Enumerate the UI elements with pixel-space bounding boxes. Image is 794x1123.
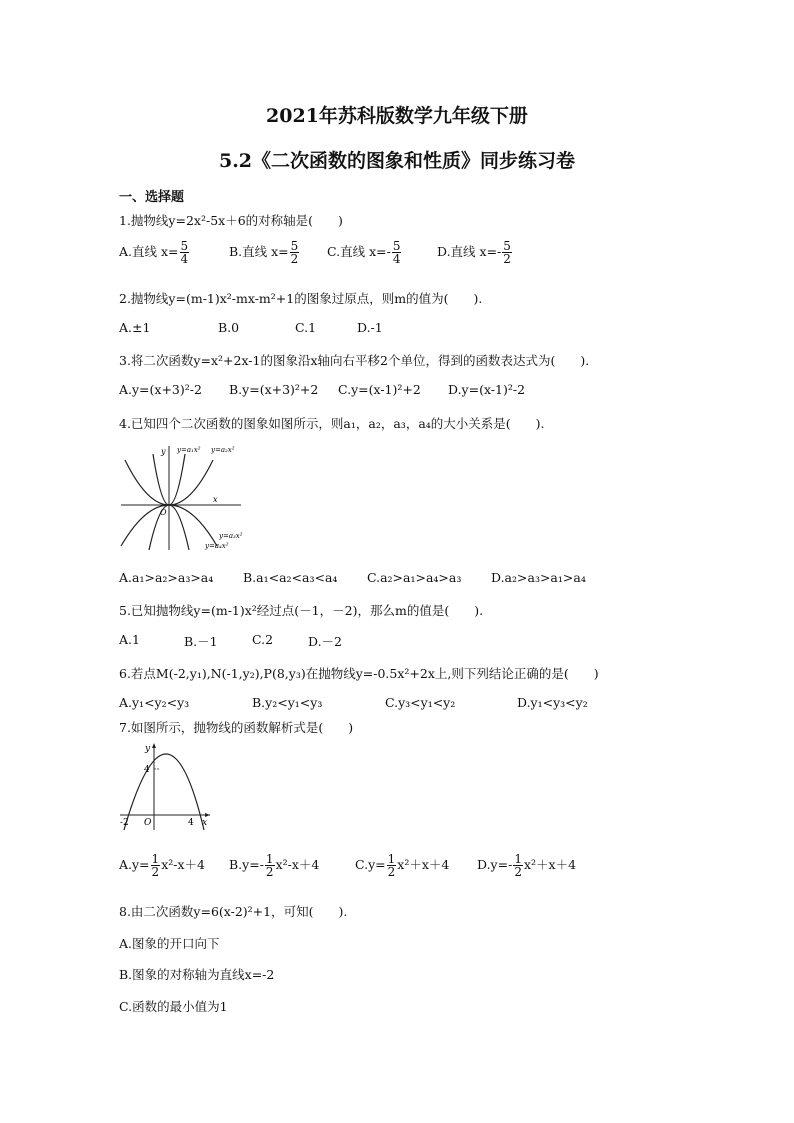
question-8-option-a: A.图象的开口向下 xyxy=(119,936,220,951)
denominator: 2 xyxy=(503,252,511,266)
question-5-option-b: B.－1 xyxy=(184,634,218,649)
denominator: 2 xyxy=(514,865,522,879)
fraction xyxy=(392,240,402,265)
root-right-label: 4 xyxy=(188,818,194,828)
origin-label: O xyxy=(160,508,167,517)
question-1-option-b xyxy=(229,240,300,265)
graph-label: y=a₄x² xyxy=(205,542,229,550)
question-3-option-c: C.y=(x-1)²+2 xyxy=(338,382,421,397)
y-axis-label: y xyxy=(161,447,166,456)
numerator: 1 xyxy=(265,852,274,866)
y-axis-label: y xyxy=(145,744,151,754)
x-axis-label: x xyxy=(213,495,218,504)
question-1-option-d xyxy=(437,240,513,265)
option-c-prefix: C.y= xyxy=(355,857,386,872)
origin-label: O xyxy=(144,818,152,828)
question-4-stem: 4.已知四个二次函数的图象如图所示，则a₁，a₂，a₃，a₄的大小关系是( ). xyxy=(119,416,545,431)
question-8-option-c: C.函数的最小值为1 xyxy=(119,999,228,1014)
page-subtitle: 5.2《二次函数的图象和性质》同步练习卷 xyxy=(218,150,576,172)
question-6-stem: 6.若点M(-2,y₁),N(-1,y₂),P(8,y₃)在抛物线y=-0.5x²+2x上,则下列结论正确的是( ) xyxy=(119,666,599,681)
question-7-option-a xyxy=(119,853,205,878)
numerator: 5 xyxy=(180,239,189,253)
option-c-suffix: x²＋x＋4 xyxy=(397,857,450,872)
denominator: 4 xyxy=(180,252,189,266)
option-b-text: B.直线 x= xyxy=(229,244,289,259)
numerator: 1 xyxy=(151,852,160,866)
option-d-text: D.直线 x=- xyxy=(437,244,502,259)
section-heading: 一、选择题 xyxy=(119,190,185,205)
question-3-option-d: D.y=(x-1)²-2 xyxy=(448,382,526,397)
numerator: 5 xyxy=(392,239,401,253)
question-2-option-c: C.1 xyxy=(295,320,317,335)
question-3-option-b: B.y=(x+3)²+2 xyxy=(229,382,319,397)
question-2-option-b: B.0 xyxy=(218,320,240,335)
denominator: 2 xyxy=(151,865,160,879)
option-d-prefix: D.y=- xyxy=(477,857,513,872)
denominator: 2 xyxy=(265,865,274,879)
question-7-option-b xyxy=(229,853,319,878)
y-intercept-label: 4 xyxy=(144,765,150,775)
question-4-option-b: B.a₁<a₂<a₃<a₄ xyxy=(243,570,338,585)
fraction xyxy=(265,853,275,878)
option-d-suffix: x²＋x＋4 xyxy=(523,857,577,872)
denominator: 2 xyxy=(387,865,396,879)
numerator: 5 xyxy=(503,239,511,253)
option-a-text: A.直线 x= xyxy=(119,244,179,259)
question-6-option-c: C.y₃<y₁<y₂ xyxy=(385,695,456,710)
question-4-graph xyxy=(119,442,249,554)
option-a-prefix: A.y= xyxy=(119,857,150,872)
denominator: 4 xyxy=(392,252,401,266)
question-3-stem: 3.将二次函数y=x²+2x-1的图象沿x轴向右平移2个单位，得到的函数表达式为( ). xyxy=(119,353,590,368)
numerator: 1 xyxy=(514,852,522,866)
question-6-option-d: D.y₁<y₃<y₂ xyxy=(517,695,588,710)
question-1-option-a xyxy=(119,240,190,265)
question-7-graph xyxy=(118,740,213,832)
question-4-option-c: C.a₂>a₁>a₄>a₃ xyxy=(367,570,462,585)
question-1-option-c xyxy=(327,240,402,265)
option-b-suffix: x²-x＋4 xyxy=(275,857,320,872)
option-b-prefix: B.y=- xyxy=(229,857,264,872)
numerator: 1 xyxy=(387,852,396,866)
fraction xyxy=(151,853,161,878)
fraction xyxy=(502,240,512,265)
question-8-option-b: B.图象的对称轴为直线x=-2 xyxy=(119,967,275,982)
question-2-option-a: A.±1 xyxy=(119,320,151,335)
question-5-option-a: A.1 xyxy=(119,632,140,647)
question-5-option-d: D.－2 xyxy=(308,634,343,649)
question-6-option-b: B.y₂<y₁<y₃ xyxy=(252,695,323,710)
graph-label: y=a₁x² xyxy=(177,446,201,454)
page-title: 2021年苏科版数学九年级下册 xyxy=(266,105,528,127)
fraction xyxy=(290,240,300,265)
question-4-option-d: D.a₂>a₃>a₁>a₄ xyxy=(491,570,586,585)
question-7-option-d xyxy=(477,853,576,878)
question-3-option-a: A.y=(x+3)²-2 xyxy=(119,382,202,397)
question-6-option-a: A.y₁<y₂<y₃ xyxy=(119,695,190,710)
option-a-suffix: x²-x＋4 xyxy=(161,857,205,872)
fraction xyxy=(387,853,397,878)
question-5-option-c: C.2 xyxy=(252,632,274,647)
question-5-stem: 5.已知抛物线y=(m-1)x²经过点(－1，－2)，那么m的值是( ). xyxy=(119,603,484,618)
root-left-label: -2 xyxy=(120,818,129,828)
question-2-option-d: D.-1 xyxy=(357,320,383,335)
y-arrow xyxy=(152,743,156,748)
fraction xyxy=(180,240,190,265)
option-c-text: C.直线 x=- xyxy=(327,244,391,259)
question-4-option-a: A.a₁>a₂>a₃>a₄ xyxy=(119,570,214,585)
fraction xyxy=(513,853,523,878)
question-7-stem: 7.如图所示，抛物线的函数解析式是( ) xyxy=(119,720,354,735)
graph-label: y=a₂x² xyxy=(211,446,235,454)
numerator: 5 xyxy=(290,239,299,253)
x-axis-label: x xyxy=(202,818,208,828)
x-arrow xyxy=(205,813,210,817)
question-2-stem: 2.抛物线y=(m-1)x²-mx-m²+1的图象过原点，则m的值为( ). xyxy=(119,291,483,306)
question-1-stem: 1.抛物线y=2x²-5x＋6的对称轴是( ) xyxy=(119,213,343,228)
denominator: 2 xyxy=(290,252,299,266)
question-8-stem: 8.由二次函数y=6(x-2)²+1，可知( ). xyxy=(119,904,348,919)
question-7-option-c xyxy=(355,853,449,878)
graph-label: y=a₃x² xyxy=(219,532,243,540)
